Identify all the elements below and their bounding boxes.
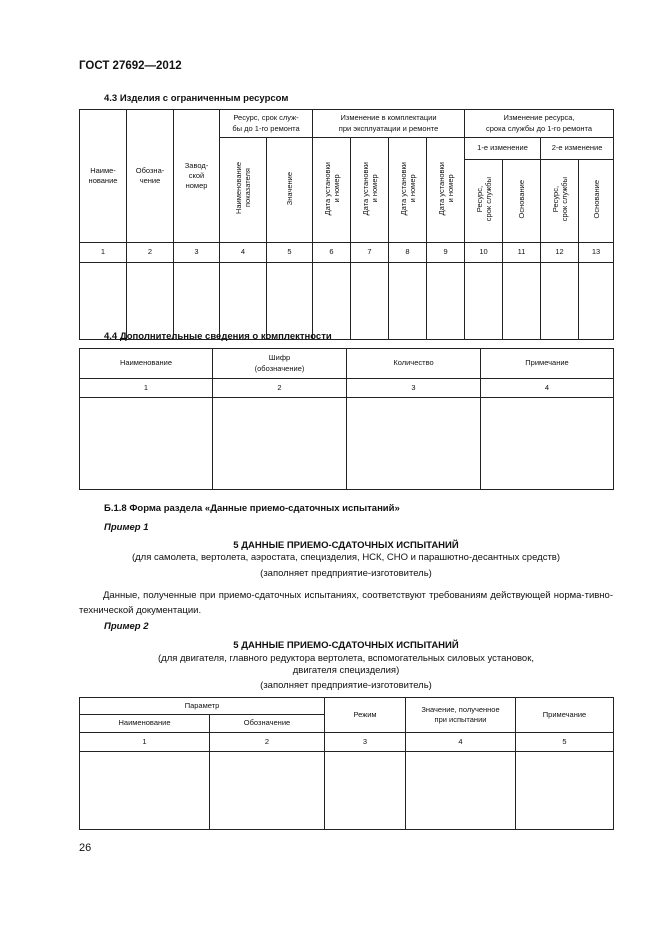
col-number: 4 (220, 243, 267, 263)
col-note-header: Примечание (516, 698, 614, 733)
col-name-header: Наименование (80, 715, 210, 733)
col-mode-header: Режим (325, 698, 406, 733)
example-1-paragraph: Данные, полученные при приемо-сдаточных испытаниях, соответствуют требованиям действующей норма-тивно-технической документации. (79, 590, 613, 616)
col-number: 5 (516, 733, 614, 752)
example-1-filled-by: (заполняет предприятие-изготовитель) (260, 568, 432, 579)
col-number: 3 (347, 379, 481, 398)
col-install-date-4-header: Дата установки и номер (427, 138, 465, 243)
col-number: 10 (465, 243, 503, 263)
example-2-subtitle-line2: двигателя специзделия) (292, 665, 400, 676)
col-parameter-header: Параметр (80, 698, 325, 715)
col-number: 1 (80, 733, 210, 752)
example-2-filled-by: (заполняет предприятие-изготовитель) (260, 680, 432, 691)
col-number: 9 (427, 243, 465, 263)
col-value-header: Значение (267, 138, 313, 243)
limited-resource-table (79, 109, 614, 340)
col-resource-change-group-header: Изменение ресурса, срока службы до 1-го ремонта (465, 110, 614, 138)
col-ch2-basis-header: Основание (579, 160, 614, 243)
completeness-table (79, 348, 614, 490)
col-name-header: Наименование (80, 349, 213, 379)
col-install-date-2-header: Дата установки и номер (351, 138, 389, 243)
acceptance-test-table (79, 697, 614, 830)
col-indicator-name-header: Наименование показателя (220, 138, 267, 243)
col-designation-header: Обозна- чение (127, 110, 174, 243)
col-number: 2 (210, 733, 325, 752)
col-change-1-header: 1-е изменение (465, 138, 541, 160)
col-kit-change-group-header: Изменение в комплектации при эксплуатации и ремонте (313, 110, 465, 138)
col-number: 4 (481, 379, 614, 398)
col-value-header: Значение, полученное при испытании (406, 698, 516, 733)
b18-title: Б.1.8 Форма раздела «Данные приемо-сдаточных испытаний» (104, 503, 400, 514)
section-4-4-title: 4.4 Дополнительные сведения о комплектности (104, 331, 332, 342)
col-number: 1 (80, 379, 213, 398)
col-note-header: Примечание (481, 349, 614, 379)
col-number: 6 (313, 243, 351, 263)
col-number: 4 (406, 733, 516, 752)
col-number: 7 (351, 243, 389, 263)
section-4-3-title: 4.3 Изделия с ограниченным ресурсом (104, 93, 289, 104)
example-1-heading: 5 ДАННЫЕ ПРИЕМО-СДАТОЧНЫХ ИСПЫТАНИЙ (233, 540, 459, 551)
col-quantity-header: Количество (347, 349, 481, 379)
example-1-subtitle: (для самолета, вертолета, аэростата, специзделия, НСК, СНО и парашютно-десантных средств) (131, 552, 561, 563)
col-number: 11 (503, 243, 541, 263)
col-factory-number-header: Завод- ской номер (174, 110, 220, 243)
col-number: 2 (213, 379, 347, 398)
example-2-subtitle-line1: (для двигателя, главного редуктора вертолета, вспомогательных силовых установок, (157, 653, 535, 664)
col-number: 12 (541, 243, 579, 263)
col-ch2-resource-header: Ресурс, срок службы (541, 160, 579, 243)
col-name-header: Наиме- нование (80, 110, 127, 243)
table-row-empty (80, 263, 614, 340)
col-number: 8 (389, 243, 427, 263)
col-number: 1 (80, 243, 127, 263)
table-row-empty (80, 398, 614, 490)
example-2-heading: 5 ДАННЫЕ ПРИЕМО-СДАТОЧНЫХ ИСПЫТАНИЙ (233, 640, 459, 651)
col-number: 3 (325, 733, 406, 752)
col-number: 13 (579, 243, 614, 263)
col-ch1-basis-header: Основание (503, 160, 541, 243)
col-install-date-1-header: Дата установки и номер (313, 138, 351, 243)
table-row-empty (80, 752, 614, 830)
col-ch1-resource-header: Ресурс, срок службы (465, 160, 503, 243)
example-2-label: Пример 2 (104, 621, 149, 632)
col-resource-group-header: Ресурс, срок служ- бы до 1-го ремонта (220, 110, 313, 138)
col-install-date-3-header: Дата установки и номер (389, 138, 427, 243)
col-designation-header: Обозначение (210, 715, 325, 733)
col-change-2-header: 2-е изменение (541, 138, 614, 160)
col-number: 3 (174, 243, 220, 263)
document-header: ГОСТ 27692—2012 (79, 60, 182, 72)
page-number: 26 (79, 842, 92, 854)
col-number: 2 (127, 243, 174, 263)
col-number: 5 (267, 243, 313, 263)
example-1-label: Пример 1 (104, 522, 149, 533)
col-code-header: Шифр (обозначение) (213, 349, 347, 379)
